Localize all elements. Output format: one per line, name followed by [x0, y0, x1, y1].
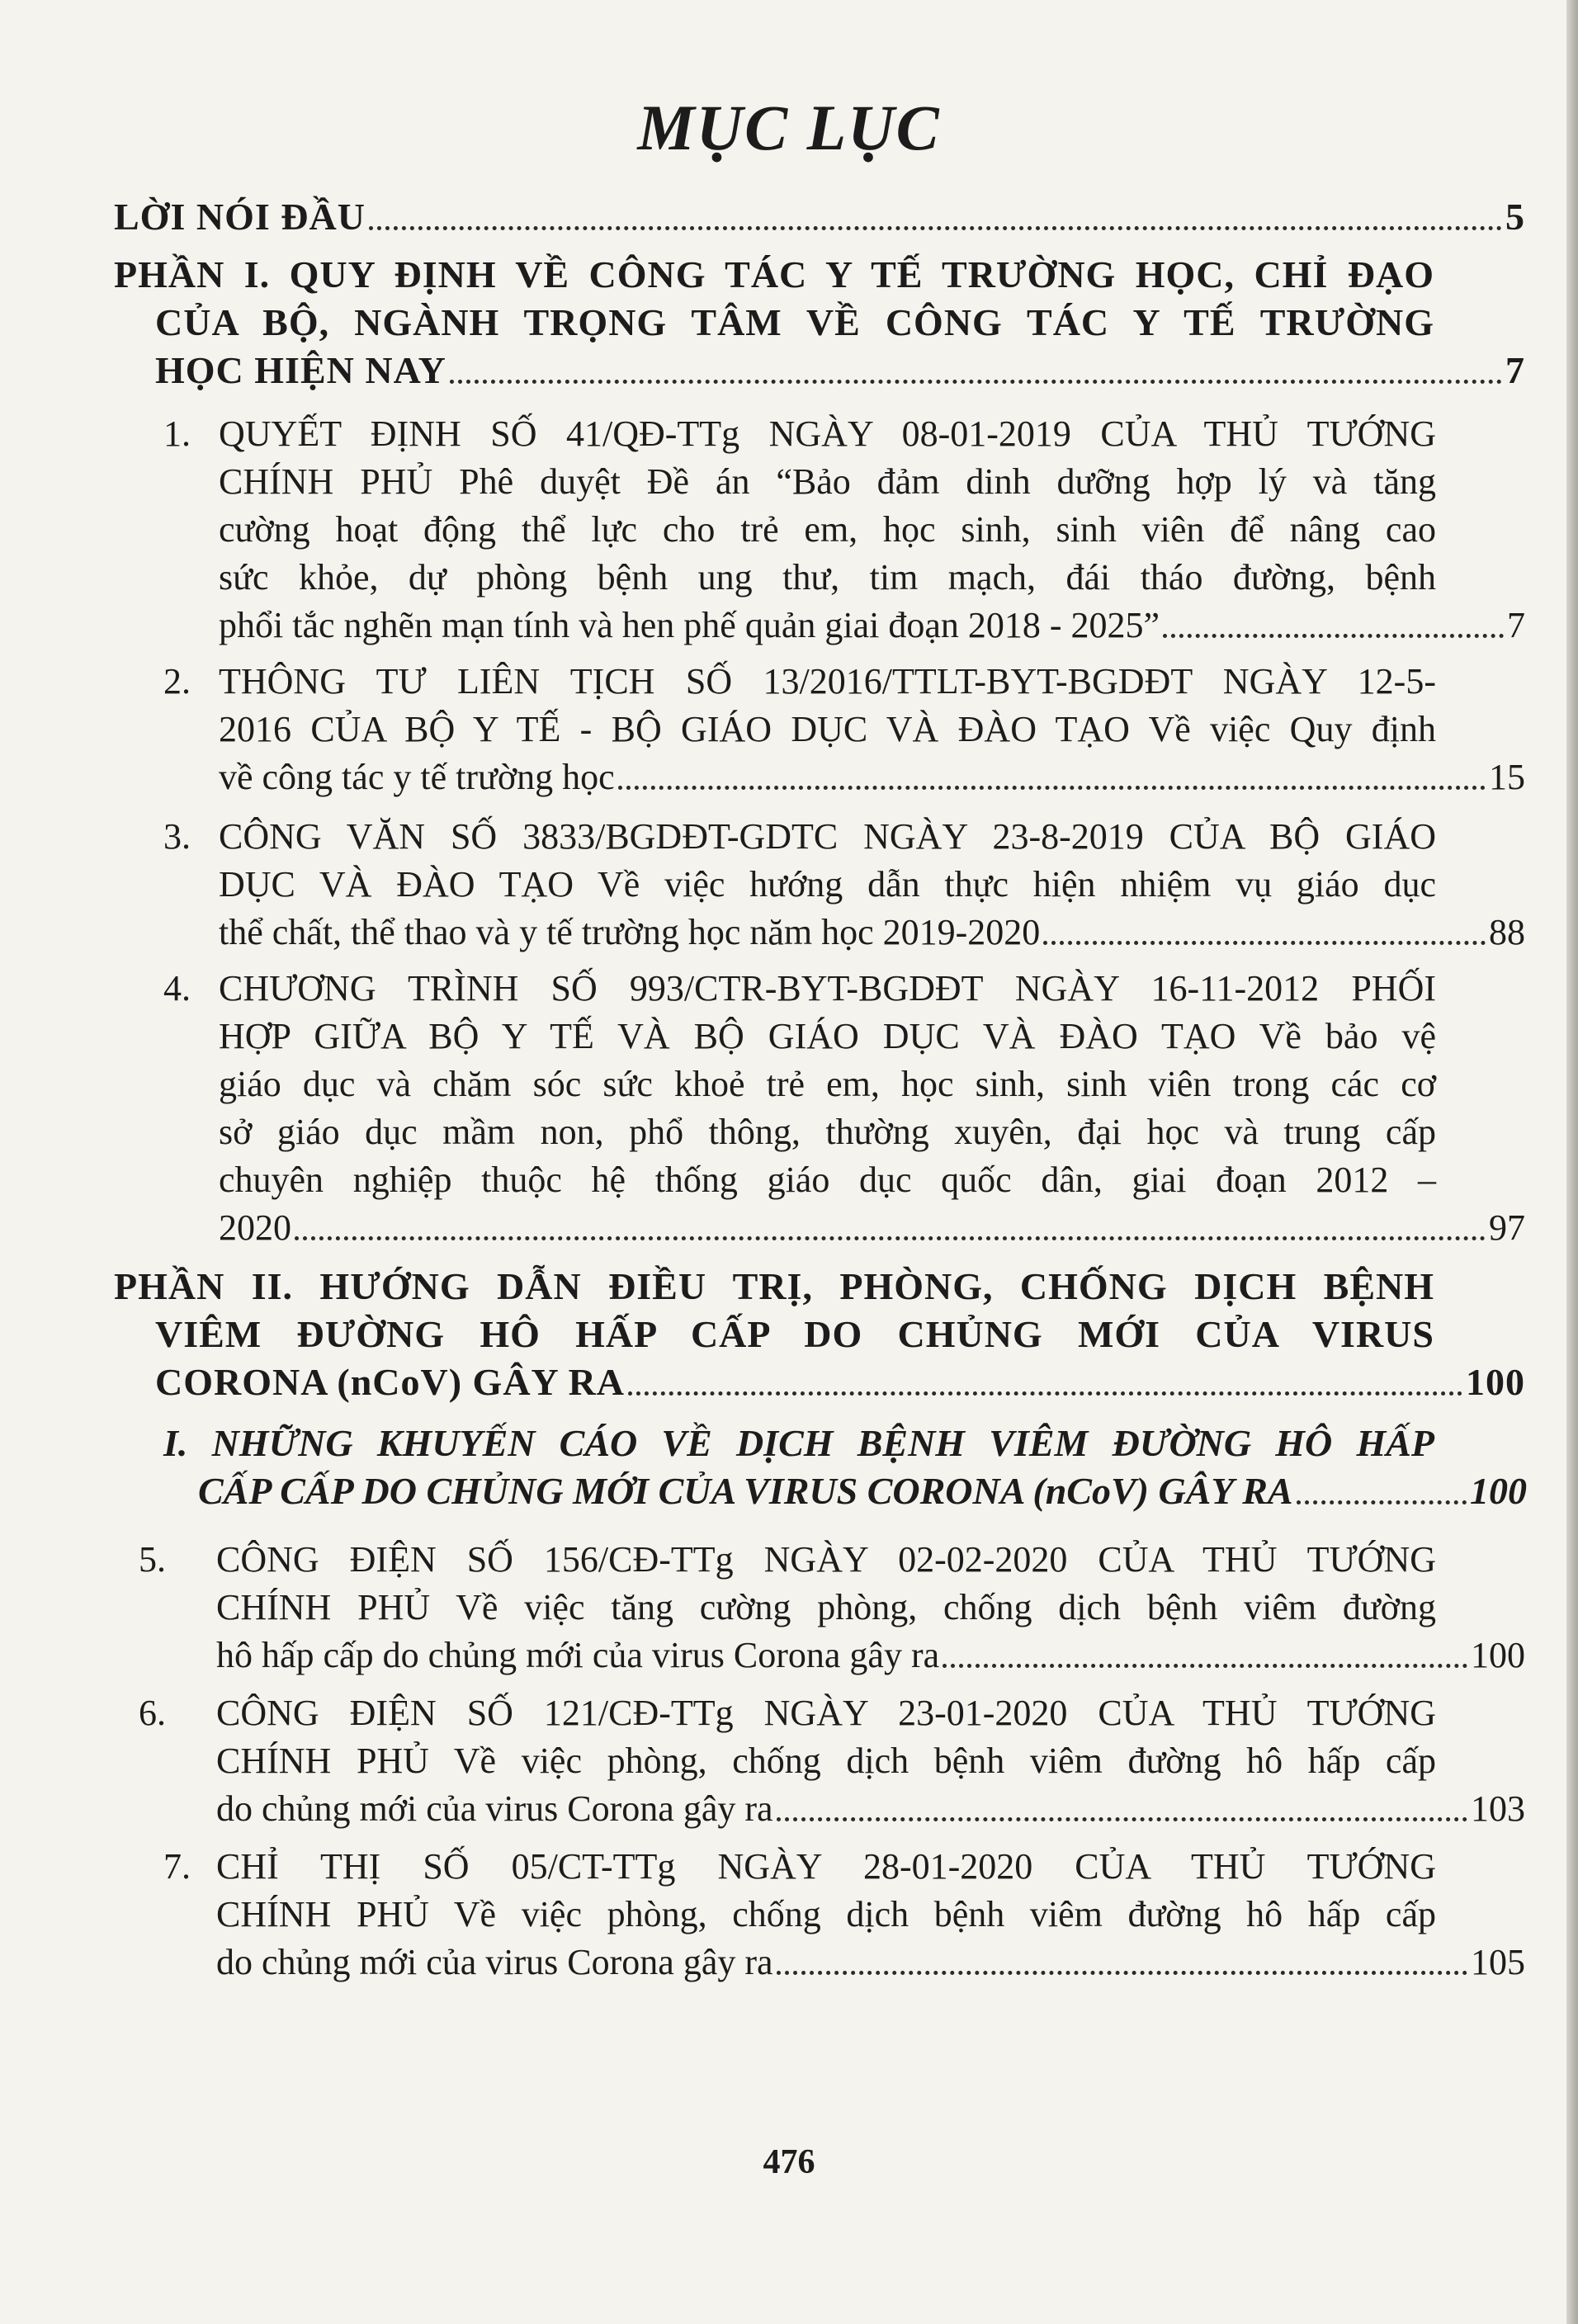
- entry-number: 3.: [163, 816, 191, 857]
- entry-line: chuyên nghiệp thuộc hệ thống giáo dục quốc dân, giai đoạn 2012 –: [219, 1160, 1436, 1200]
- entry-text: do chủng mới của virus Corona gây ra: [216, 1942, 773, 1982]
- entry-text: 2020: [219, 1207, 291, 1248]
- entry-line: sở giáo dục mầm non, phổ thông, thường xuyên, đại học và trung cấp: [219, 1112, 1436, 1152]
- entry-page: 97: [1489, 1207, 1525, 1248]
- entry-text: về công tác y tế trường học: [219, 757, 615, 797]
- entry-line: CÔNG ĐIỆN SỐ 121/CĐ-TTg NGÀY 23-01-2020 CỦA THỦ TƯỚNG: [216, 1693, 1436, 1733]
- entry-line: CHÍNH PHỦ Phê duyệt Đề án “Bảo đảm dinh dưỡng hợp lý và tăng: [219, 461, 1436, 502]
- toc-part2-line-1: PHẦN II. HƯỚNG DẪN ĐIỀU TRỊ, PHÒNG, CHỐNG DỊCH BỆNH: [114, 1265, 1434, 1307]
- dot-leader: [1163, 634, 1504, 638]
- entry-last-line: [216, 1941, 1525, 1983]
- entry-page: 103: [1471, 1788, 1525, 1829]
- dot-leader: [777, 1817, 1467, 1821]
- toc-part2-line-2: VIÊM ĐƯỜNG HÔ HẤP CẤP DO CHỦNG MỚI CỦA VIRUS: [155, 1313, 1434, 1355]
- dot-leader: [618, 786, 1486, 790]
- entry-page: 15: [1489, 757, 1525, 797]
- toc-part2-text: CORONA (nCoV) GÂY RA: [155, 1361, 626, 1403]
- toc-preface-page: 5: [1505, 196, 1525, 238]
- toc-line-preface: [114, 195, 1525, 239]
- toc-section1-line-2: [198, 1469, 1527, 1513]
- entry-last-line: [216, 1634, 1525, 1676]
- toc-part1-page: 7: [1505, 349, 1525, 391]
- toc-part1-line-3: [155, 348, 1525, 392]
- entry-line: CÔNG ĐIỆN SỐ 156/CĐ-TTg NGÀY 02-02-2020 CỦA THỦ TƯỚNG: [216, 1539, 1436, 1580]
- page-edge: [1566, 0, 1578, 2324]
- entry-last-line: [219, 756, 1525, 798]
- toc-preface-text: LỜI NÓI ĐẦU: [114, 196, 366, 238]
- toc-part2-page: 100: [1466, 1361, 1525, 1403]
- entry-line: CHỈ THỊ SỐ 05/CT-TTg NGÀY 28-01-2020 CỦA THỦ TƯỚNG: [216, 1846, 1436, 1887]
- entry-text: thể chất, thể thao và y tế trường học năm học 2019-2020: [219, 912, 1041, 952]
- entry-last-line: [219, 911, 1525, 953]
- entry-line: CHƯƠNG TRÌNH SỐ 993/CTR-BYT-BGDĐT NGÀY 16-11-2012 PHỐI: [219, 968, 1436, 1008]
- toc-section1-text: CẤP CẤP DO CHỦNG MỚI CỦA VIRUS CORONA (nCoV) GÂY RA: [198, 1470, 1293, 1512]
- dot-leader: [943, 1664, 1467, 1668]
- toc-part2-line-3: [155, 1360, 1525, 1404]
- entry-line: QUYẾT ĐỊNH SỐ 41/QĐ-TTg NGÀY 08-01-2019 CỦA THỦ TƯỚNG: [219, 413, 1436, 454]
- entry-line: THÔNG TƯ LIÊN TỊCH SỐ 13/2016/TTLT-BYT-BGDĐT NGÀY 12-5-: [219, 661, 1436, 701]
- dot-leader: [777, 1971, 1467, 1975]
- entry-line: sức khỏe, dự phòng bệnh ung thư, tim mạch, đái tháo đường, bệnh: [219, 557, 1436, 598]
- entry-number: 7.: [163, 1846, 191, 1887]
- entry-text: do chủng mới của virus Corona gây ra: [216, 1788, 773, 1829]
- entry-line: 2016 CỦA BỘ Y TẾ - BỘ GIÁO DỤC VÀ ĐÀO TẠO Về việc Quy định: [219, 709, 1436, 749]
- dot-leader: [450, 380, 1502, 384]
- entry-line: cường hoạt động thể lực cho trẻ em, học sinh, sinh viên để nâng cao: [219, 509, 1436, 550]
- entry-number: 2.: [163, 661, 191, 701]
- dot-leader: [1043, 941, 1486, 945]
- entry-line: CHÍNH PHỦ Về việc phòng, chống dịch bệnh viêm đường hô hấp cấp: [216, 1894, 1436, 1934]
- toc-part1-line-2: CỦA BỘ, NGÀNH TRỌNG TÂM VỀ CÔNG TÁC Y TẾ TRƯỜNG: [155, 301, 1434, 343]
- entry-last-line: [216, 1788, 1525, 1830]
- entry-number: 6.: [139, 1693, 166, 1733]
- toc-section1-page: 100: [1470, 1470, 1527, 1512]
- dot-leader: [628, 1391, 1462, 1396]
- entry-number: 4.: [163, 968, 191, 1008]
- toc-section1-line-1: I. NHỮNG KHUYẾN CÁO VỀ DỊCH BỆNH VIÊM ĐƯỜNG HÔ HẤP: [163, 1422, 1434, 1464]
- entry-line: CHÍNH PHỦ Về việc phòng, chống dịch bệnh viêm đường hô hấp cấp: [216, 1741, 1436, 1781]
- dot-leader: [1297, 1500, 1467, 1504]
- entry-line: DỤC VÀ ĐÀO TẠO Về việc hướng dẫn thực hiện nhiệm vụ giáo dục: [219, 864, 1436, 905]
- entry-text: phổi tắc nghẽn mạn tính và hen phế quản giai đoạn 2018 - 2025”: [219, 605, 1160, 645]
- toc-part1-text: HỌC HIỆN NAY: [155, 349, 446, 391]
- entry-page: 7: [1507, 605, 1525, 645]
- entry-line: HỢP GIỮA BỘ Y TẾ VÀ BỘ GIÁO DỤC VÀ ĐÀO TẠO Về bảo vệ: [219, 1016, 1436, 1056]
- page-number: 476: [763, 2143, 815, 2181]
- dot-leader: [295, 1236, 1486, 1240]
- entry-page: 100: [1471, 1635, 1525, 1675]
- entry-last-line: [219, 604, 1525, 646]
- toc-part1-line-1: PHẦN I. QUY ĐỊNH VỀ CÔNG TÁC Y TẾ TRƯỜNG HỌC, CHỈ ĐẠO: [114, 253, 1434, 295]
- page-title: MỤC LỤC: [637, 92, 941, 163]
- entry-number: 1.: [163, 413, 191, 454]
- entry-page: 88: [1489, 912, 1525, 952]
- entry-line: CHÍNH PHỦ Về việc tăng cường phòng, chống dịch bệnh viêm đường: [216, 1587, 1436, 1627]
- entry-line: CÔNG VĂN SỐ 3833/BGDĐT-GDTC NGÀY 23-8-2019 CỦA BỘ GIÁO: [219, 816, 1436, 857]
- dot-leader: [369, 226, 1502, 230]
- entry-number: 5.: [139, 1539, 166, 1580]
- entry-line: giáo dục và chăm sóc sức khoẻ trẻ em, học sinh, sinh viên trong các cơ: [219, 1064, 1436, 1104]
- entry-last-line: [219, 1207, 1525, 1249]
- entry-page: 105: [1471, 1942, 1525, 1982]
- entry-text: hô hấp cấp do chủng mới của virus Corona gây ra: [216, 1635, 940, 1675]
